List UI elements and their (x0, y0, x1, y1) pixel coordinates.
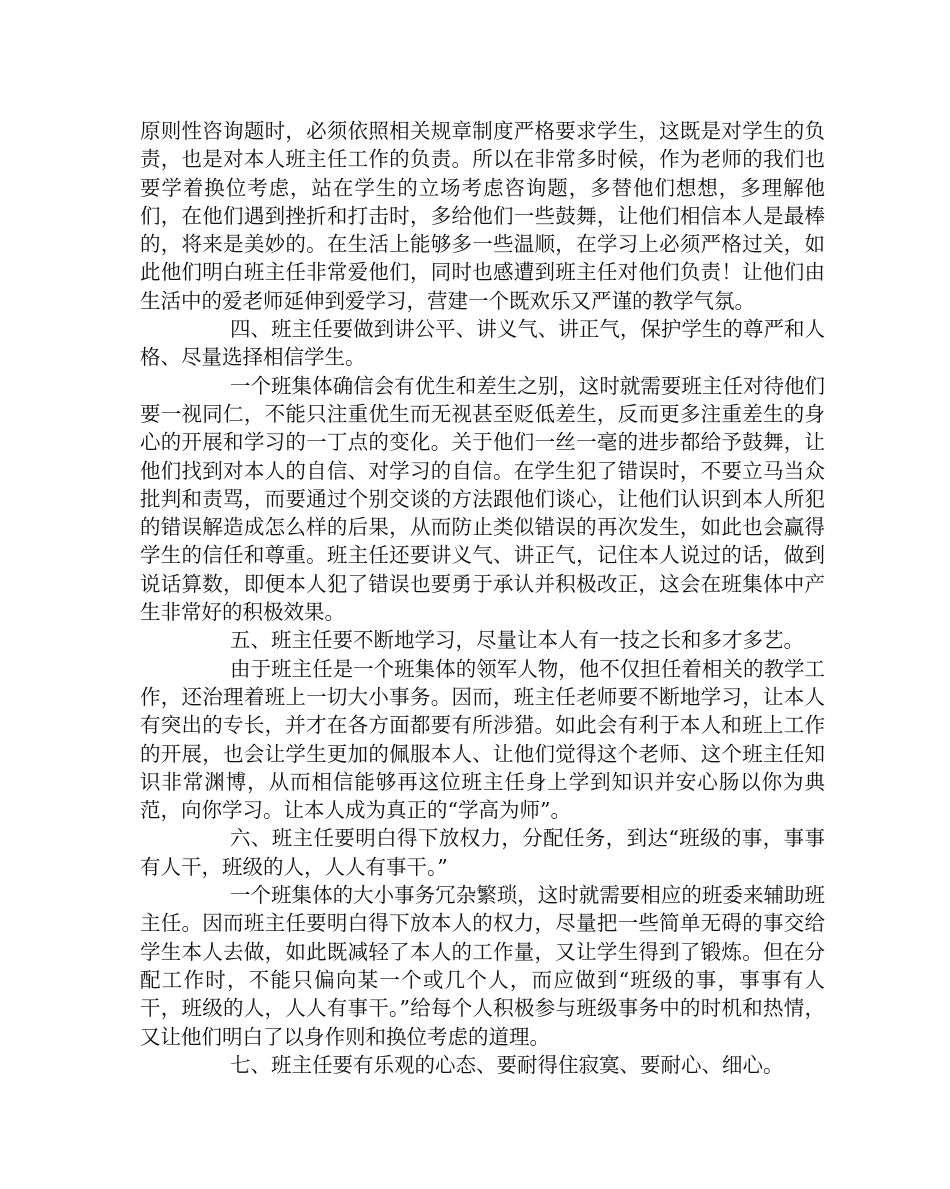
body-paragraph: 原则性咨询题时，必须依照相关规章制度严格要求学生，这既是对学生的负责，也是对本人班主任工作的负责。所以在非常多时候，作为老师的我们也要学着换位考虑，站在学生的立场考虑咨询题，多替他们想想，多理解他们，在他们遇到挫折和打击时，多给他们一些鼓舞，让他们相信本人是最棒的，将来是美妙的。在生活上能够多一些温顺，在学习上必须严格过关，如此他们明白班主任非常爱他们，同时也感遭到班主任对他们负责！让他们由生活中的爱老师延伸到爱学习，营建一个既欢乐又严谨的教学气氛。 (140, 119, 825, 313)
section-heading-6: 六、班主任要明白得下放权力，分配任务，到达“班级的事，事事有人干，班级的人，人人有事干。” (140, 826, 825, 879)
section-heading-7: 七、班主任要有乐观的心态、要耐得住寂寞、要耐心、细心。 (230, 1052, 784, 1077)
body-paragraph: 一个班集体的大小事务冗杂繁琐，这时就需要相应的班委来辅助班主任。因而班主任要明白得下放本人的权力，尽量把一些简单无碍的事交给学生本人去做，如此既减轻了本人的工作量，又让学生得到了锻炼。但在分配工作时，不能只偏向某一个或几个人，而应做到“班级的事，事事有人干，班级的人，人人有事干。”给每个人积极参与班级事务中的时机和热情，又让他们明白了以身作则和换位考虑的道理。 (140, 883, 825, 1049)
body-paragraph: 一个班集体确信会有优生和差生之别，这时就需要班主任对待他们要一视同仁，不能只注重优生而无视甚至贬低差生，反而更多注重差生的身心的开展和学习的一丁点的变化。关于他们一丝一毫的进步都给予鼓舞，让他们找到对本人的自信、对学习的自信。在学生犯了错误时，不要立马当众批判和责骂，而要通过个别交谈的方法跟他们谈心，让他们认识到本人所犯的错误解造成怎么样的后果，从而防止类似错误的再次发生，如此也会赢得学生的信任和尊重。班主任还要讲义气、讲正气，记住本人说过的话，做到说话算数，即便本人犯了错误也要勇于承认并积极改正，这会在班集体中产生非常好的积极效果。 (140, 373, 825, 625)
section-heading-5: 五、班主任要不断地学习，尽量让本人有一技之长和多才多艺。 (230, 628, 804, 653)
body-paragraph: 由于班主任是一个班集体的领军人物，他不仅担任着相关的教学工作，还治理着班上一切大小事务。因而，班主任老师要不断地学习，让本人有突出的专长，并才在各方面都要有所涉猎。如此会有利于本人和班上工作的开展，也会让学生更加的佩服本人、让他们觉得这个老师、这个班主任知识非常渊博，从而相信能够再这位班主任身上学到知识并安心肠以你为典范，向你学习。让本人成为真正的“学高为师”。 (140, 656, 825, 823)
section-heading-4: 四、班主任要做到讲公平、讲义气、讲正气，保护学生的尊严和人格、尽量选择相信学生。 (140, 317, 825, 370)
document-body (140, 117, 825, 1079)
